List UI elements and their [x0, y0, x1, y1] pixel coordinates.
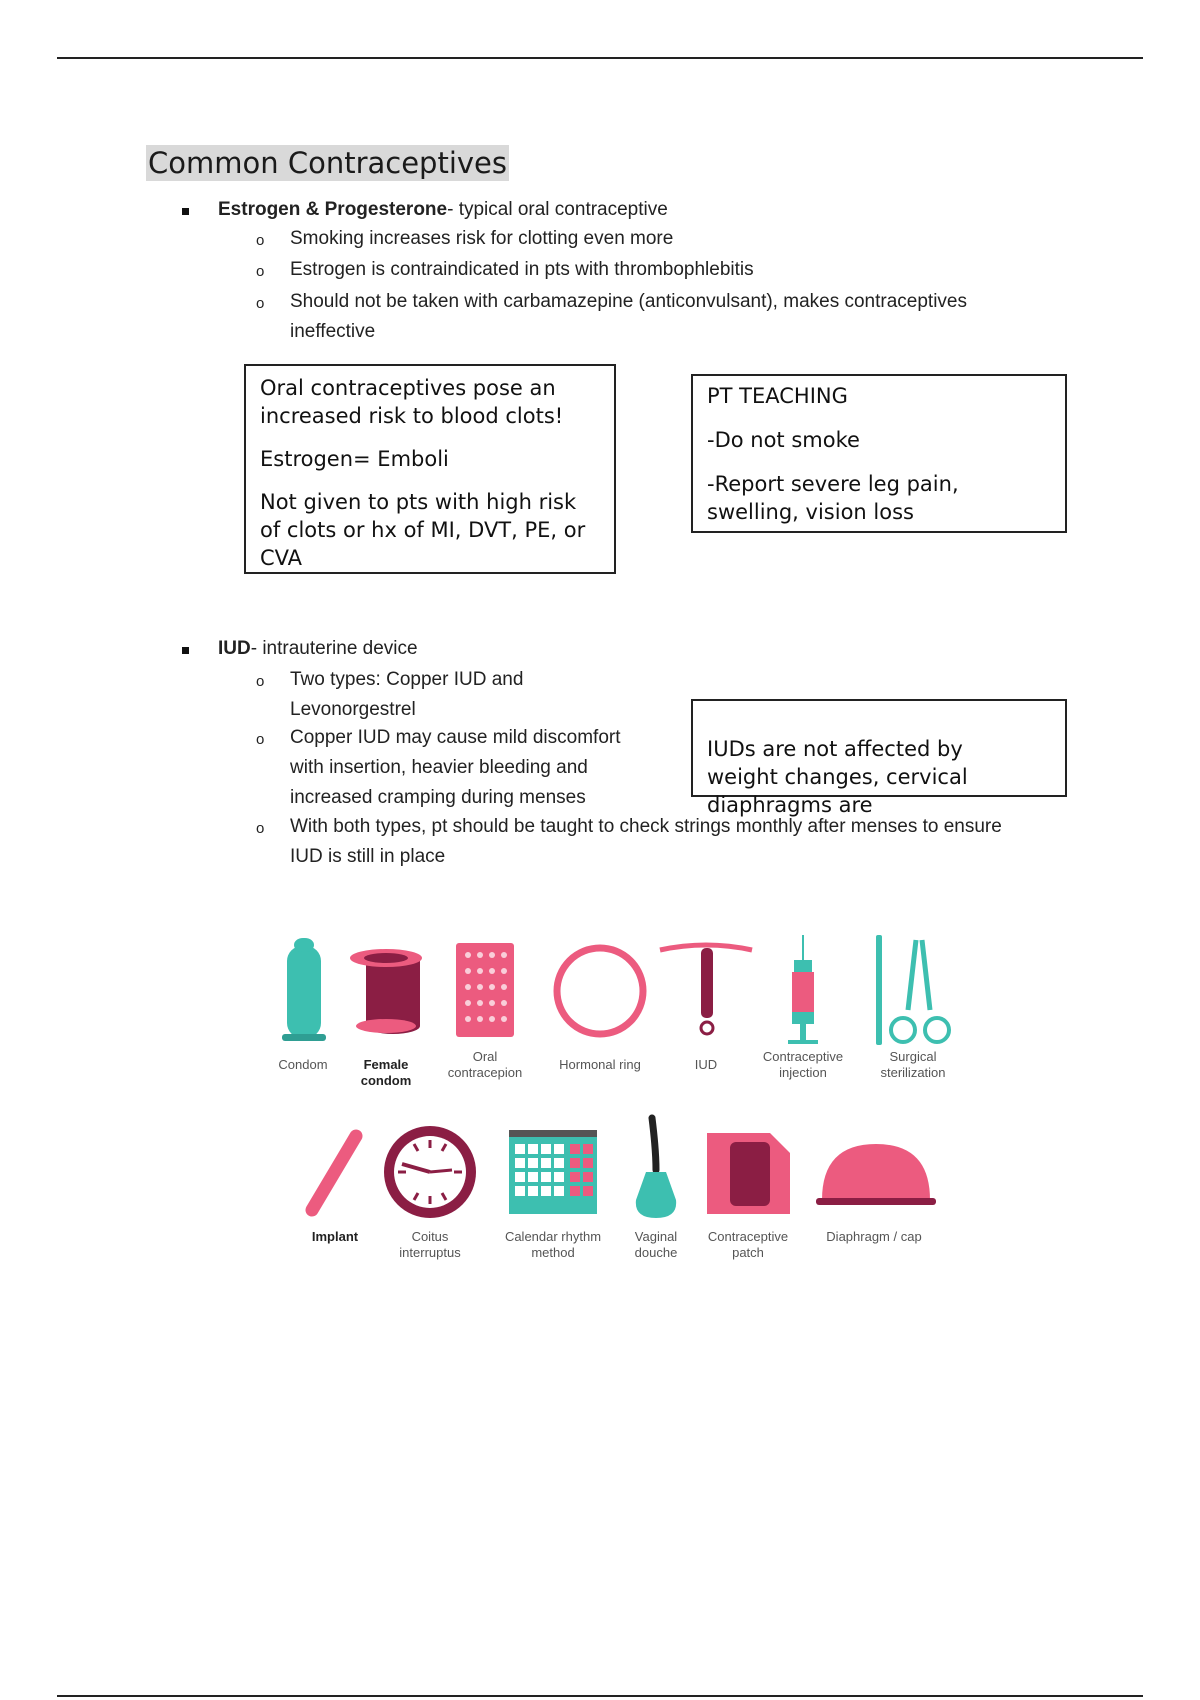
douche-icon: [636, 1118, 676, 1218]
caption-surgical-sterilization: Surgical sterilization: [880, 1049, 946, 1080]
sub-item-text: increased cramping during menses: [290, 787, 586, 808]
sub-item-text: Levonorgestrel: [290, 699, 416, 720]
note-box-pt-teaching: [691, 374, 1067, 533]
syringe-icon: [788, 935, 818, 1044]
diaphragm-icon: [816, 1144, 936, 1205]
bullet-square-icon: [182, 647, 189, 654]
sub-item-text: ineffective: [290, 321, 376, 342]
caption-iud: IUD: [694, 1057, 718, 1072]
list-item-estrogen: [218, 199, 668, 221]
condom-icon: [282, 938, 326, 1041]
note-line: swelling, vision loss: [707, 500, 914, 524]
female-condom-icon: [350, 949, 422, 1034]
caption-contraceptive-patch: Contraceptive patch: [707, 1229, 789, 1260]
sub-item-text: with insertion, heavier bleeding and: [290, 757, 588, 778]
list-item-iud: [218, 638, 418, 660]
clock-icon: [384, 1126, 476, 1218]
note-line: PT TEACHING: [707, 384, 848, 408]
caption-calendar-rhythm: Calendar rhythm method: [504, 1229, 602, 1260]
sub-item-text: Copper IUD may cause mild discomfort: [290, 727, 621, 748]
sub-item-continued: [290, 753, 588, 783]
caption-hormonal-ring: Hormonal ring: [559, 1057, 641, 1072]
note-line: increased risk to blood clots!: [260, 404, 564, 428]
sub-item-continued: [290, 317, 375, 347]
caption-diaphragm-cap: Diaphragm / cap: [826, 1229, 922, 1244]
note-line: -Do not smoke: [707, 428, 860, 452]
bullet-circle-icon: [256, 264, 264, 279]
caption-vaginal-douche: Vaginal douche: [634, 1229, 678, 1260]
note-line: IUDs are not affected by: [707, 737, 963, 761]
sub-item-text: Should not be taken with carbamazepine (anticonvulsant), makes contraceptives: [290, 291, 967, 312]
surgical-tools-icon: [876, 935, 949, 1045]
caption-implant: Implant: [311, 1229, 359, 1244]
note-line: CVA: [260, 546, 303, 570]
item-term: Estrogen & Progesterone: [218, 199, 448, 220]
patch-icon: [707, 1133, 790, 1214]
item-desc: - intrauterine device: [250, 638, 418, 659]
sub-item: [290, 723, 621, 753]
note-line: weight changes, cervical: [707, 765, 968, 789]
sub-item: [290, 224, 673, 254]
bullet-circle-icon: [256, 732, 264, 747]
bullet-circle-icon: [256, 821, 264, 836]
sub-item-text: Two types: Copper IUD and: [290, 669, 524, 690]
item-desc: - typical oral contraceptive: [447, 199, 668, 220]
pill-pack-icon: [456, 943, 514, 1037]
sub-item: [290, 812, 1002, 842]
note-line: Oral contraceptives pose an: [260, 376, 556, 400]
sub-item-continued: [290, 842, 445, 872]
caption-condom: Condom: [278, 1057, 328, 1072]
iud-icon: [660, 945, 752, 1034]
hormonal-ring-icon: [557, 948, 643, 1034]
note-line: Not given to pts with high risk: [260, 490, 577, 514]
caption-coitus-interruptus: Coitus interruptus: [399, 1229, 461, 1260]
item-term: IUD: [218, 638, 251, 659]
sub-item-continued: [290, 695, 416, 725]
bullet-circle-icon: [256, 233, 264, 248]
sub-item: [290, 665, 523, 695]
sub-item-text: Estrogen is contraindicated in pts with thrombophlebitis: [290, 259, 754, 280]
bullet-circle-icon: [256, 674, 264, 689]
note-box-iud: [691, 699, 1067, 817]
calendar-icon: [509, 1130, 597, 1214]
caption-contraceptive-injection: Contraceptive injection: [762, 1049, 844, 1080]
sub-item: [290, 287, 967, 317]
sub-item-continued: [290, 783, 586, 813]
sub-item-text: With both types, pt should be taught to check strings monthly after menses to ensure: [290, 816, 1002, 837]
note-line: diaphragms are: [707, 793, 873, 817]
caption-female-condom: Female condom: [360, 1057, 412, 1088]
note-line: of clots or hx of MI, DVT, PE, or: [260, 518, 586, 542]
bullet-circle-icon: [256, 296, 264, 311]
sub-item-text: Smoking increases risk for clotting even more: [290, 228, 674, 249]
note-line: -Report severe leg pain,: [707, 472, 959, 496]
sub-item-text: IUD is still in place: [290, 846, 446, 867]
bullet-square-icon: [182, 208, 189, 215]
sub-item: [290, 255, 754, 285]
note-box-blood-clots: [244, 364, 616, 574]
page-title: Common Contraceptives: [148, 146, 508, 180]
header-rule: [57, 57, 1143, 59]
note-line: Estrogen= Emboli: [260, 447, 449, 471]
caption-oral-contraception: Oral contracepion: [447, 1049, 523, 1080]
implant-icon: [312, 1136, 356, 1210]
footer-rule: [57, 1695, 1143, 1697]
